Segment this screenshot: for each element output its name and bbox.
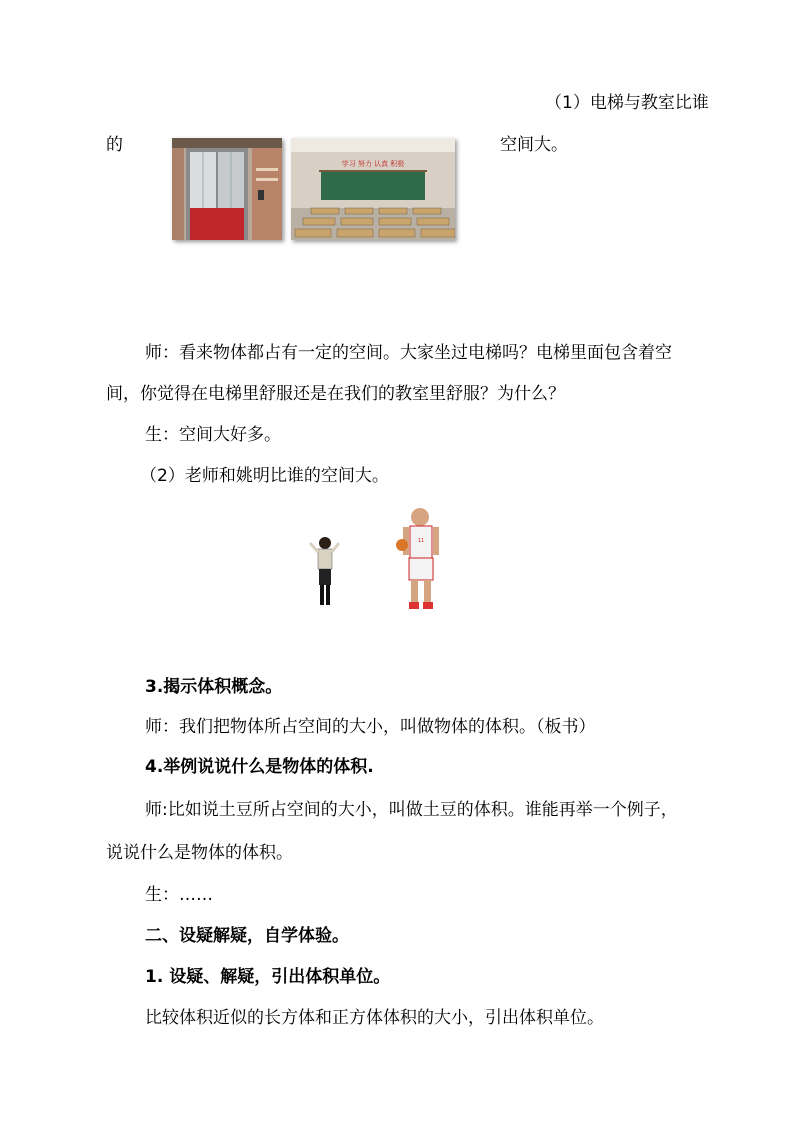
- classroom-image: [291, 138, 455, 240]
- svg-text:11: 11: [417, 538, 425, 544]
- section-3-heading: 3.揭示体积概念。: [145, 677, 283, 697]
- teacher-line-1: 师：看来物体都占有一定的空间。大家坐过电梯吗？电梯里面包含着空: [145, 343, 672, 363]
- question-1-right: 空间大。: [500, 135, 568, 155]
- section-4-teacher-line-1: 师:比如说土豆所占空间的大小，叫做土豆的体积。谁能再举一个例子，: [145, 800, 678, 820]
- section-3-teacher: 师：我们把物体所占空间的大小，叫做物体的体积。（板书）: [145, 717, 596, 737]
- teacher-line-2: 间，你觉得在电梯里舒服还是在我们的教室里舒服？为什么？: [106, 384, 565, 404]
- part-2-sub-heading: 1. 设疑、解疑，引出体积单位。: [145, 967, 391, 987]
- elevator-image: [172, 138, 282, 240]
- question-1-left: 的: [106, 135, 123, 155]
- section-4-student: 生：……: [145, 885, 213, 905]
- classroom-banner-text: 学习 努力 认真 积极: [341, 160, 405, 168]
- teacher-and-yao-ming-image: [262, 497, 512, 622]
- student-reply-1: 生：空间大好多。: [145, 425, 281, 445]
- section-4-teacher-line-2: 说说什么是物体的体积。: [106, 843, 293, 863]
- section-4-heading: 4.举例说说什么是物体的体积.: [145, 757, 374, 777]
- part-2-heading: 二、设疑解疑，自学体验。: [145, 926, 349, 946]
- question-2-label: （2）老师和姚明比谁的空间大。: [140, 466, 389, 486]
- part-2-body: 比较体积近似的长方体和正方体体积的大小，引出体积单位。: [145, 1008, 604, 1028]
- question-1-label: （1）电梯与教室比谁: [545, 93, 709, 113]
